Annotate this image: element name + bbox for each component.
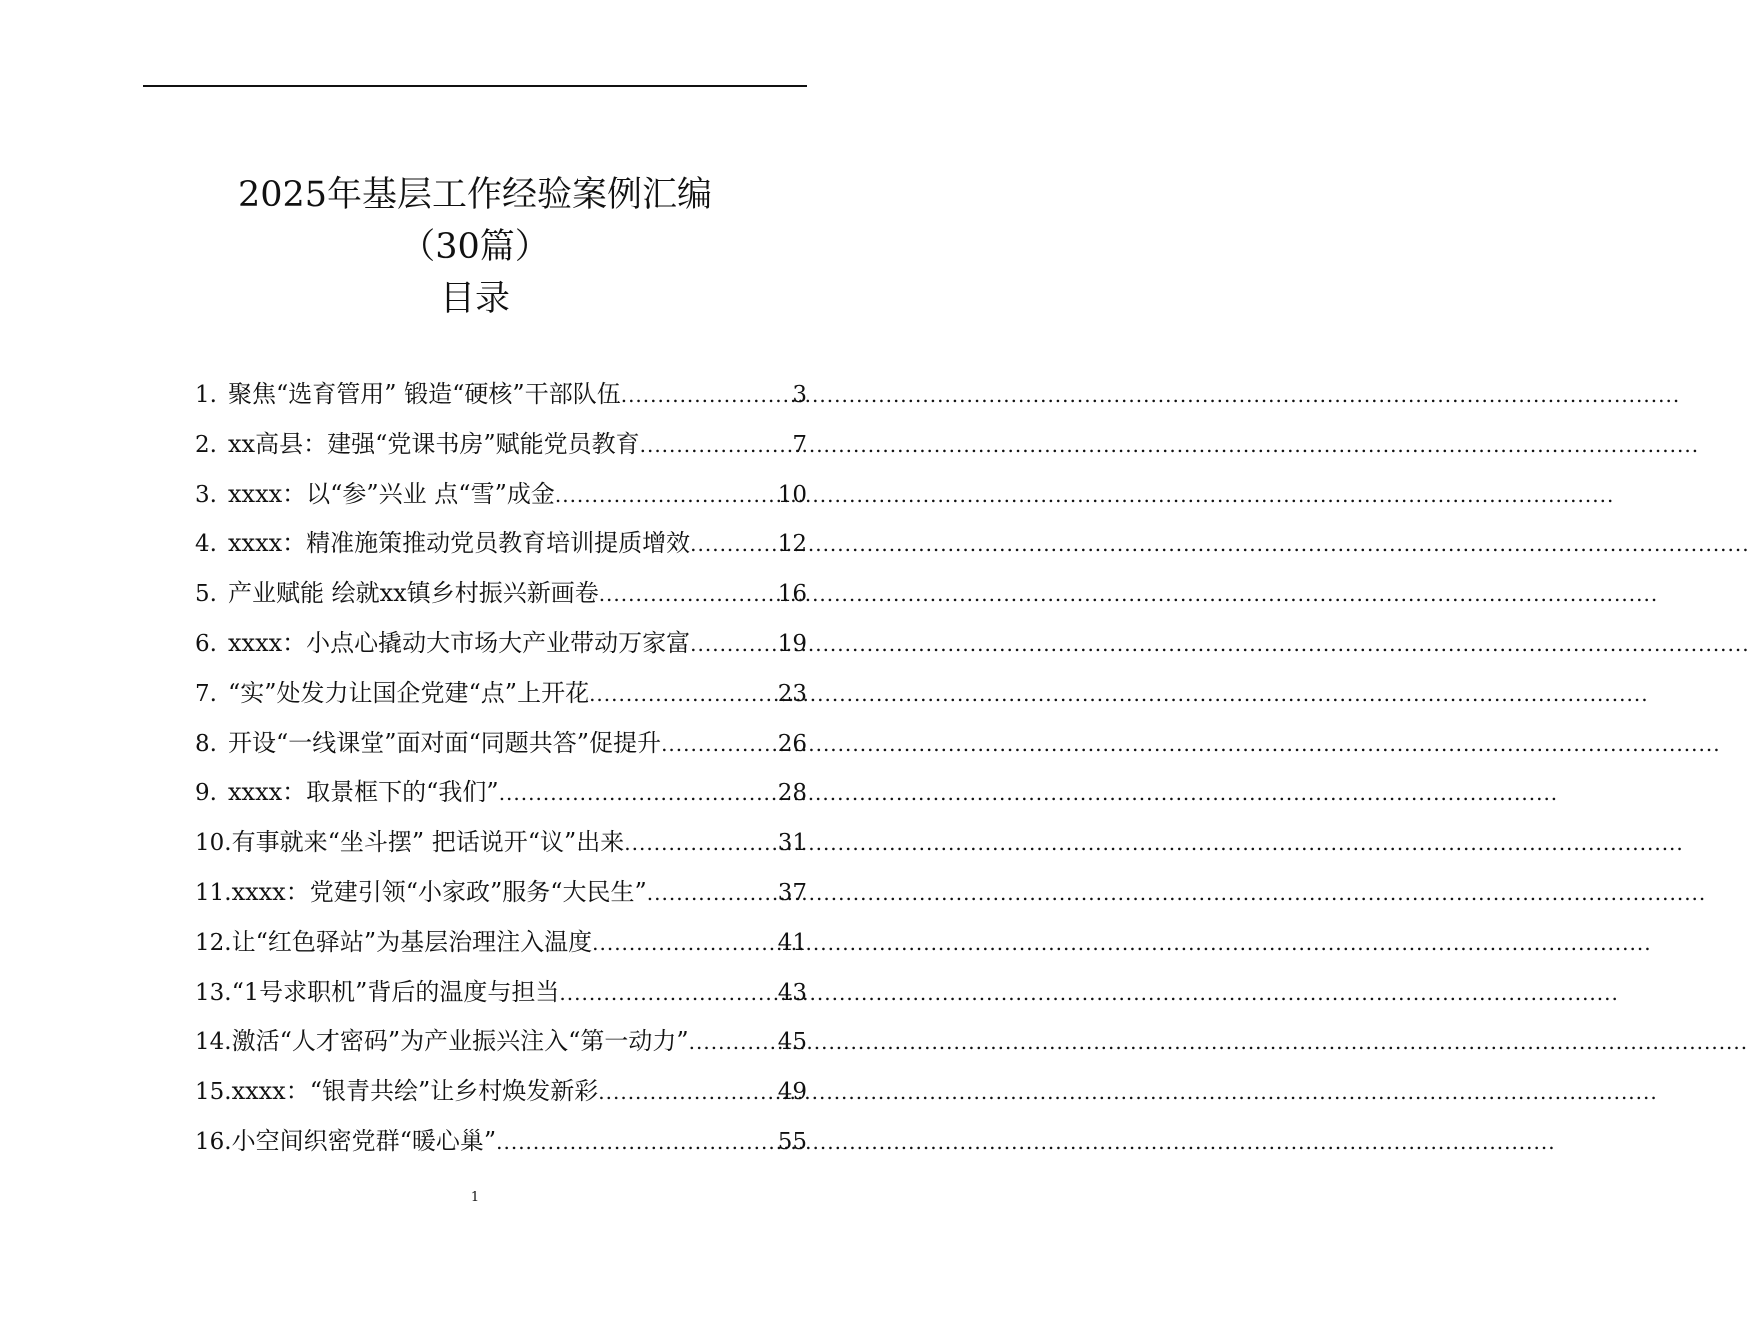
toc-entry-title: xxxx：党建引领“小家政”服务“大民生”: [231, 877, 647, 906]
toc-entry-title: 让“红色驿站”为基层治理注入温度: [231, 927, 593, 956]
toc-entry-page: 16: [777, 581, 807, 608]
toc-entry[interactable]: [195, 968, 807, 1018]
toc-dot-leader: [647, 869, 777, 919]
toc-dot-leader: [592, 919, 777, 969]
toc-entry[interactable]: [195, 1117, 807, 1167]
toc-entry-page: 37: [777, 879, 807, 906]
toc-dot-leader: [640, 421, 792, 471]
toc-entry-number: 13.: [195, 979, 232, 1006]
toc-dot-leader: [624, 819, 776, 869]
toc-dot-leader: [598, 1068, 776, 1118]
toc-entry-number: 16.: [195, 1128, 232, 1155]
toc-entry[interactable]: [195, 370, 807, 420]
toc-entry[interactable]: [195, 1067, 807, 1117]
toc-dot-leader: [499, 769, 777, 819]
toc-entry-number: 14.: [195, 1029, 232, 1056]
toc-entry-page: 12: [777, 531, 807, 558]
toc-entry[interactable]: [195, 818, 807, 868]
toc-entry-number: 15.: [195, 1079, 232, 1106]
toc-entry-title: 小空间织密党群“暖心巢”: [231, 1126, 497, 1155]
toc-entry-title: “1号求职机”背后的温度与担当: [231, 977, 560, 1006]
header-rule: [143, 85, 807, 87]
toc-entry[interactable]: [195, 768, 807, 818]
toc-entry-number: 10.: [195, 830, 232, 857]
toc-entry[interactable]: [195, 569, 807, 619]
toc-entry-title: xxxx：取景框下的“我们”: [228, 778, 499, 807]
toc-dot-leader: [621, 371, 792, 421]
toc-heading: 目录: [439, 279, 510, 319]
toc-entry-number: 6.: [195, 630, 217, 657]
toc-entry[interactable]: [195, 918, 807, 968]
toc-entry[interactable]: [195, 470, 807, 520]
toc-entry[interactable]: [195, 619, 807, 669]
toc-entry-number: 3.: [195, 481, 217, 508]
toc-entry-number: 11.: [195, 879, 232, 906]
toc-entry-page: 28: [777, 780, 807, 807]
toc-entry-title: 开设“一线课堂”面对面“同题共答”促提升: [228, 728, 662, 757]
toc-entry-number: 2.: [195, 431, 217, 458]
document-subtitle: （30篇）: [400, 227, 550, 267]
toc-entry[interactable]: [195, 719, 807, 769]
toc-entry-page: 7: [792, 431, 807, 458]
toc-dot-leader: [559, 969, 776, 1019]
toc-dot-leader: [690, 620, 777, 670]
toc-entry-number: 4.: [195, 531, 217, 558]
toc-entry-number: 7.: [195, 680, 217, 707]
toc-entry-title: “实”处发力让国企党建“点”上开花: [228, 678, 590, 707]
toc-entry[interactable]: [195, 519, 807, 569]
toc-entry-title: 产业赋能 绘就xx镇乡村振兴新画卷: [228, 579, 599, 608]
toc-entry-title: 聚焦“选育管用” 锻造“硬核”干部队伍: [228, 380, 621, 408]
page-number: 1: [470, 1190, 480, 1205]
toc-entry[interactable]: [195, 868, 807, 918]
toc-entry-title: xxxx：“银青共绘”让乡村焕发新彩: [231, 1077, 599, 1106]
toc-entry-page: 55: [777, 1128, 807, 1155]
toc-entry-page: 19: [777, 630, 807, 657]
toc-entry-number: 8.: [195, 730, 217, 757]
document-title: 2025年基层工作经验案例汇编: [237, 175, 713, 215]
toc-dot-leader: [689, 1018, 777, 1068]
toc-entry-title: 激活“人才密码”为产业振兴注入“第一动力”: [231, 1027, 689, 1056]
toc-dot-leader: [599, 570, 777, 620]
toc-entry-page: 49: [777, 1079, 807, 1106]
toc-entry-number: 1.: [195, 382, 217, 408]
toc-entry-title: 有事就来“坐斗摆” 把话说开“议”出来: [231, 828, 625, 857]
toc-entry-number: 5.: [195, 581, 217, 608]
toc-entry-title: xxxx：精准施策推动党员教育培训提质增效: [228, 529, 691, 558]
toc-entry-number: 9.: [195, 780, 217, 807]
toc-entry-page: 3: [792, 382, 807, 408]
toc-entry[interactable]: [195, 1017, 807, 1067]
toc-entry-number: 12.: [195, 929, 232, 956]
toc-entry[interactable]: [195, 420, 807, 470]
title-block: [0, 166, 950, 328]
toc-dot-leader: [589, 670, 777, 720]
toc-entry-page: 43: [777, 979, 807, 1006]
toc-entry-page: 31: [777, 830, 807, 857]
toc-entry-page: 26: [777, 730, 807, 757]
toc-dot-leader: [555, 471, 777, 521]
toc-entry-title: xxxx：小点心撬动大市场大产业带动万家富: [228, 628, 691, 657]
toc-entry-page: 45: [777, 1029, 807, 1056]
toc-dot-leader: [690, 520, 777, 570]
toc-entry-page: 23: [777, 680, 807, 707]
toc-entry-title: xx高县：建强“党课书房”赋能党员教育: [228, 429, 640, 458]
toc-dot-leader: [496, 1118, 777, 1168]
table-of-contents: [195, 370, 807, 1167]
toc-entry-title: xxxx：以“参”兴业 点“雪”成金: [228, 479, 555, 508]
toc-dot-leader: [661, 720, 777, 770]
toc-entry-page: 41: [777, 929, 807, 956]
toc-entry-page: 10: [777, 481, 807, 508]
toc-entry[interactable]: [195, 669, 807, 719]
